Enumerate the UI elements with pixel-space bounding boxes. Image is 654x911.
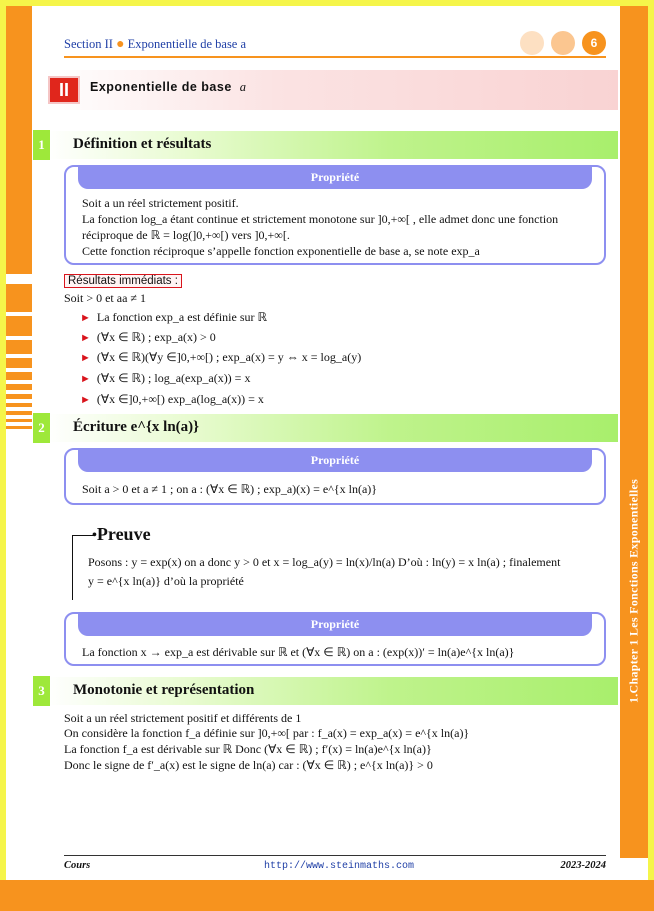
property-line: Soit a un réel strictement positif. <box>82 196 239 210</box>
chapter-title <box>90 80 247 95</box>
chapter-title-var: a <box>239 80 247 94</box>
left-strip <box>6 394 32 399</box>
left-strip <box>6 403 32 407</box>
proof-title <box>92 524 151 545</box>
proof-body <box>88 553 608 591</box>
property-line: réciproque de ℝ = log(]0,+∞[) vers ]0,+∞[. <box>82 228 290 242</box>
decor-circle <box>520 31 544 55</box>
proof-line: y = e^{x ln(a)} d’où la propriété <box>88 574 244 588</box>
bullet-dot-icon: • <box>92 527 97 543</box>
results-label: Résultats immédiats : <box>64 274 182 288</box>
left-strip <box>6 316 32 336</box>
result-text: (∀x ∈]0,+∞[) exp_a(log_a(x)) = x <box>96 392 264 406</box>
property-box <box>64 165 606 265</box>
property-heading: Propriété <box>78 614 592 636</box>
property-box <box>64 448 606 505</box>
property-line: La fonction log_a étant continue et strictement monotone sur ]0,+∞[ , elle admet donc une fonction <box>82 212 559 226</box>
triangle-bullet-icon: ► <box>80 332 91 344</box>
proof-title-text: Preuve <box>96 524 151 544</box>
header-breadcrumb <box>64 37 246 53</box>
result-item <box>80 392 264 407</box>
left-strip <box>6 372 32 380</box>
left-strip <box>6 384 32 390</box>
property-body: La fonction x → exp_a est dérivable sur ℝ et (∀x ∈ ℝ) on a : (exp(x))′ = ln(a)e^{x ln(a)} <box>82 645 515 659</box>
triangle-bullet-icon: ► <box>80 312 91 324</box>
triangle-bullet-icon: ► <box>80 352 91 364</box>
result-item <box>80 310 267 325</box>
section-number: 1 <box>33 130 50 160</box>
section-title: Définition et résultats <box>73 136 212 152</box>
property-body <box>66 189 604 259</box>
body-line: La fonction f_a est dérivable sur ℝ Donc (∀x ∈ ℝ) ; f′(x) = ln(a)e^{x ln(a)} <box>64 742 432 756</box>
body-line: Soit a un réel strictement positif et différents de 1 <box>64 711 302 725</box>
result-text: (∀x ∈ ℝ) ; exp_a(x) > 0 <box>96 330 216 344</box>
result-item <box>80 330 216 345</box>
page-number: 6 <box>582 31 606 55</box>
body-line: On considère la fonction f_a définie sur ]0,+∞[ par : f_a(x) = exp_a(x) = e^{x ln(a)} <box>64 726 470 740</box>
left-strip <box>6 6 32 274</box>
chapter-title-text: Exponentielle de base <box>90 80 232 94</box>
section-title: Écriture e^{x ln(a)} <box>73 419 200 435</box>
page-frame-top <box>0 0 654 6</box>
header-section: Section II <box>64 37 113 51</box>
left-strip <box>6 411 32 415</box>
result-text: (∀x ∈ ℝ)(∀y ∈]0,+∞[) ; exp_a(x) = y ⇔ x = log_a(y) <box>96 350 362 364</box>
body-line: Donc le signe de f′_a(x) est le signe de ln(a) car : (∀x ∈ ℝ) ; e^{x ln(a)} > 0 <box>64 758 433 772</box>
result-item <box>80 371 250 386</box>
footer-url-link[interactable]: http://www.steinmaths.com <box>264 861 415 872</box>
section-title: Monotonie et représentation <box>73 682 255 698</box>
property-box <box>64 612 606 666</box>
left-strip <box>6 358 32 368</box>
footer-year: 2023-2024 <box>560 860 606 871</box>
decor-circle <box>551 31 575 55</box>
triangle-bullet-icon: ► <box>80 373 91 385</box>
left-strip <box>6 284 32 312</box>
section-number: 3 <box>33 676 50 706</box>
footer-label: Cours <box>64 860 91 871</box>
proof-rule <box>72 535 94 536</box>
result-item <box>80 350 361 365</box>
property-heading: Propriété <box>78 450 592 472</box>
header-rule <box>64 56 606 58</box>
property-body: Soit a > 0 et a ≠ 1 ; on a : (∀x ∈ ℝ) ; exp_a)(x) = e^{x ln(a)} <box>82 482 378 496</box>
proof-rule <box>72 535 73 600</box>
chapter-side-label: 1.Chapter 1 Les Fonctions Exponentielles <box>626 478 641 704</box>
proof-line: Posons : y = exp(x) on a donc y > 0 et x = log_a(y) = ln(x)/ln(a) D’où : ln(y) = x ln(a) ; finalement <box>88 555 561 569</box>
left-strip <box>6 419 32 422</box>
page-frame-right <box>648 0 654 911</box>
bullet-dot-icon: ● <box>116 37 125 52</box>
result-text: La fonction exp_a est définie sur ℝ <box>96 310 268 324</box>
left-strip <box>6 340 32 354</box>
property-heading: Propriété <box>78 167 592 189</box>
footer-rule <box>64 855 606 856</box>
footer-bar <box>0 880 654 911</box>
property-line: Cette fonction réciproque s’appelle fonction exponentielle de base a, se note exp_a <box>82 244 480 258</box>
left-strip <box>6 426 32 429</box>
triangle-bullet-icon: ► <box>80 394 91 406</box>
result-text: (∀x ∈ ℝ) ; log_a(exp_a(x)) = x <box>96 371 251 385</box>
section-number: 2 <box>33 413 50 443</box>
results-intro: Soit > 0 et aa ≠ 1 <box>64 291 147 305</box>
header-section-title: Exponentielle de base a <box>127 37 247 51</box>
chapter-badge: II <box>48 76 80 104</box>
